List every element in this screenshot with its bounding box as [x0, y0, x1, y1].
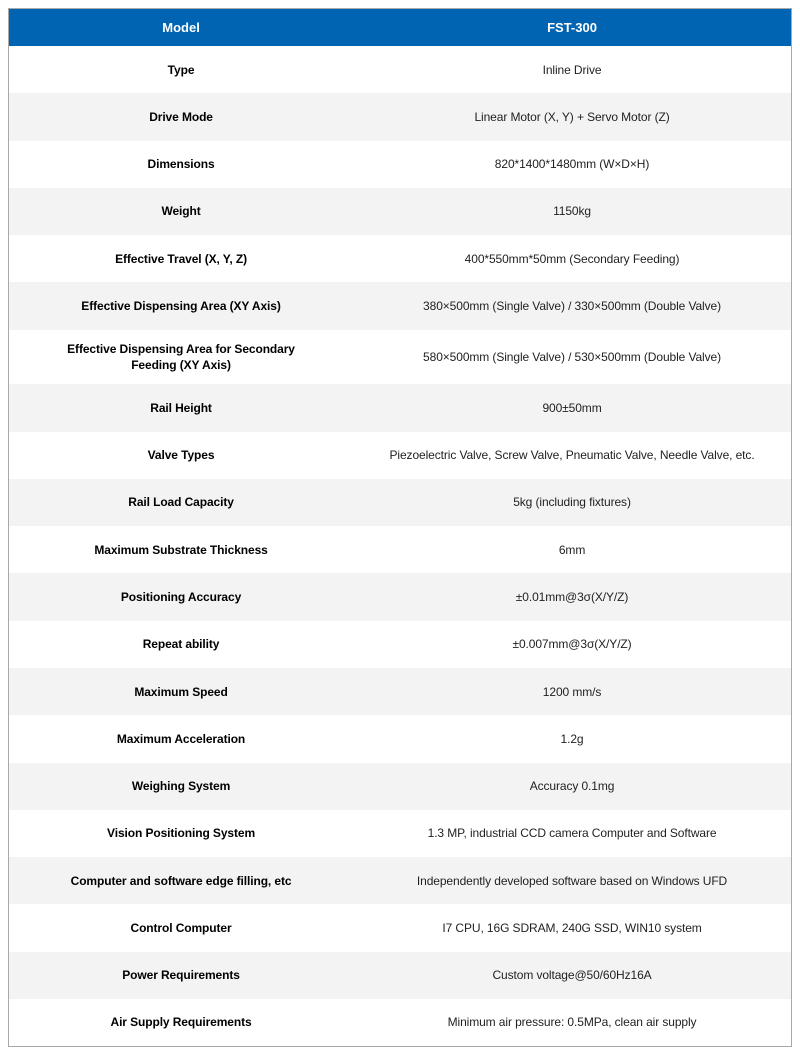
spec-row-weight [9, 188, 791, 235]
spec-label: Effective Dispensing Area (XY Axis) [81, 298, 281, 313]
column-header-model [9, 9, 353, 46]
spec-label: Drive Mode [149, 109, 213, 124]
spec-row-air-supply-requirements [9, 999, 791, 1046]
spec-value: 1200 mm/s [542, 684, 602, 699]
spec-value: Independently developed software based on Windows UFD [416, 873, 728, 888]
table-header-row [9, 9, 791, 46]
spec-row-software-edge-filling [9, 857, 791, 904]
spec-value: I7 CPU, 16G SDRAM, 240G SSD, WIN10 system [442, 920, 702, 935]
spec-value: Accuracy 0.1mg [529, 779, 615, 794]
spec-label: Effective Travel (X, Y, Z) [115, 251, 247, 266]
spec-row-vision-positioning [9, 810, 791, 857]
spec-row-dispensing-area-secondary [9, 330, 791, 385]
spec-value: 1.3 MP, industrial CCD camera Computer and Software [427, 826, 717, 841]
spec-value: 380×500mm (Single Valve) / 330×500mm (Double Valve) [423, 298, 721, 313]
spec-row-drive-mode [9, 93, 791, 140]
spec-label: Type [167, 62, 195, 77]
spec-label: Weight [161, 204, 201, 219]
spec-label: Weighing System [131, 779, 231, 794]
spec-value: 1.2g [560, 731, 584, 746]
spec-value: 5kg (including fixtures) [513, 495, 631, 510]
spec-label: Valve Types [147, 448, 215, 463]
spec-row-dispensing-area [9, 282, 791, 329]
spec-value: ±0.01mm@3σ(X/Y/Z) [515, 590, 629, 605]
spec-value: Custom voltage@50/60Hz16A [492, 968, 652, 983]
spec-row-control-computer [9, 904, 791, 951]
spec-row-effective-travel [9, 235, 791, 282]
spec-label: Maximum Acceleration [116, 731, 246, 746]
spec-value: 6mm [558, 542, 586, 557]
spec-value: 1150kg [553, 204, 591, 219]
column-header-value-label: FST-300 [547, 19, 597, 35]
spec-row-maximum-acceleration [9, 715, 791, 762]
spec-label: Repeat ability [142, 637, 220, 652]
spec-label: Rail Load Capacity [128, 495, 234, 510]
spec-value: ±0.007mm@3σ(X/Y/Z) [512, 637, 632, 652]
spec-label: Control Computer [130, 920, 232, 935]
spec-value: Linear Motor (X, Y) + Servo Motor (Z) [474, 109, 670, 124]
spec-label: Maximum Substrate Thickness [94, 542, 268, 557]
spec-value: 400*550mm*50mm (Secondary Feeding) [464, 251, 680, 266]
spec-value: Minimum air pressure: 0.5MPa, clean air supply [447, 1015, 697, 1030]
spec-value: 900±50mm [542, 400, 602, 415]
spec-value: 580×500mm (Single Valve) / 530×500mm (Double Valve) [423, 349, 721, 364]
spec-label: Rail Height [150, 400, 212, 415]
spec-row-dimensions [9, 141, 791, 188]
spec-label: Air Supply Requirements [110, 1015, 252, 1030]
spec-row-valve-types [9, 432, 791, 479]
column-header-value [353, 9, 791, 46]
spec-row-power-requirements [9, 952, 791, 999]
spec-label: Vision Positioning System [107, 826, 256, 841]
spec-row-type [9, 46, 791, 93]
spec-value: 820*1400*1480mm (W×D×H) [494, 157, 650, 172]
spec-value: Piezoelectric Valve, Screw Valve, Pneumatic Valve, Needle Valve, etc. [389, 448, 755, 463]
spec-label: Computer and software edge filling, etc [70, 873, 292, 888]
spec-row-maximum-speed [9, 668, 791, 715]
spec-value: Inline Drive [542, 62, 602, 77]
spec-row-repeatability [9, 621, 791, 668]
column-header-model-label: Model [162, 19, 200, 35]
spec-row-rail-height [9, 384, 791, 431]
spec-label: Power Requirements [122, 968, 240, 983]
spec-row-weighing-system [9, 763, 791, 810]
specification-table [8, 8, 792, 1047]
spec-label: Maximum Speed [134, 684, 228, 699]
spec-row-positioning-accuracy [9, 573, 791, 620]
spec-label: Positioning Accuracy [120, 590, 242, 605]
spec-row-rail-load-capacity [9, 479, 791, 526]
spec-row-substrate-thickness [9, 526, 791, 573]
spec-label: Dimensions [147, 157, 215, 172]
spec-label: Effective Dispensing Area for Secondary Feeding (XY Axis) [67, 341, 295, 372]
